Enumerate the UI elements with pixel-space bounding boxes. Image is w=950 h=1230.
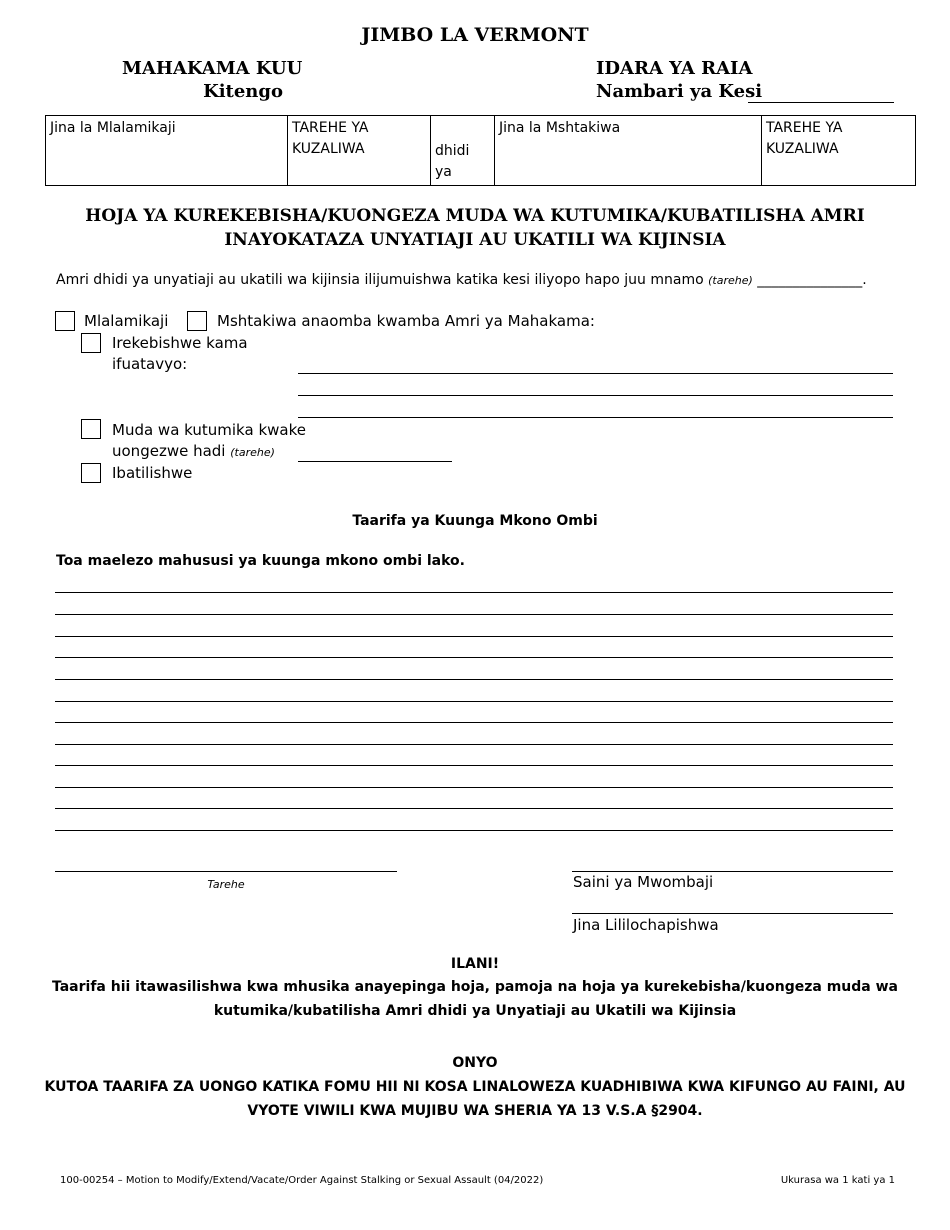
- vacate-checkbox[interactable]: [81, 463, 101, 483]
- affidavit-instruction: Toa maelezo mahususi ya kuunga mkono ombi lako.: [56, 553, 465, 569]
- defendant-request-label: Mshtakiwa anaomba kwamba Amri ya Mahakama:: [217, 312, 595, 330]
- footer-page-number: Ukurasa wa 1 kati ya 1: [780, 1175, 895, 1186]
- state-title: JIMBO LA VERMONT: [361, 24, 589, 46]
- date-signature-label: Tarehe: [207, 878, 245, 891]
- affidavit-heading: Taarifa ya Kuunga Mkono Ombi: [352, 513, 598, 529]
- notice-heading: ILANI!: [450, 956, 500, 972]
- defendant-name-cell[interactable]: [495, 116, 762, 186]
- defendant-dob-label: TAREHE YA KUZALIWA: [766, 120, 843, 157]
- order-date-field[interactable]: _______________: [757, 272, 863, 288]
- order-statement-text: Amri dhidi ya unyatiaji au ukatili wa kijinsia ilijumuishwa katika kesi iliyopo hapo juu mnamo: [56, 272, 704, 288]
- extend-label-text: uongezwe hadi: [112, 442, 226, 460]
- court-name: MAHAKAMA KUU: [122, 58, 303, 79]
- warning-line1: KUTOA TAARIFA ZA UONGO KATIKA FOMU HII NI KOSA LINALOWEZA KUADHIBIWA KWA KIFUNGO AU FAINI, AU: [44, 1079, 906, 1095]
- printed-name-line[interactable]: [572, 913, 893, 914]
- defendant-dob-cell[interactable]: [762, 116, 916, 186]
- affidavit-line[interactable]: [55, 808, 893, 809]
- order-date-hint: (tarehe): [708, 274, 753, 287]
- affidavit-line[interactable]: [55, 614, 893, 615]
- plaintiff-name-cell[interactable]: [46, 116, 288, 186]
- parties-table: [45, 115, 916, 186]
- order-statement-period: .: [862, 272, 867, 288]
- warning-heading: ONYO: [452, 1055, 498, 1071]
- affidavit-line[interactable]: [55, 701, 893, 702]
- extend-label-line2: [112, 442, 275, 460]
- division-name: IDARA YA RAIA: [596, 58, 753, 79]
- date-signature-line[interactable]: [55, 871, 397, 872]
- affidavit-line[interactable]: [55, 744, 893, 745]
- defendant-checkbox[interactable]: [187, 311, 207, 331]
- notice-line1: Taarifa hii itawasilishwa kwa mhusika anayepinga hoja, pamoja na hoja ya kurekebisha/kuongeza muda wa: [51, 979, 898, 995]
- plaintiff-checkbox[interactable]: [55, 311, 75, 331]
- order-statement: [56, 272, 867, 288]
- plaintiff-dob-label: TAREHE YA KUZALIWA: [292, 120, 369, 157]
- modify-label-line2: ifuatavyo:: [112, 355, 188, 373]
- printed-name-label: Jina Lililochapishwa: [573, 916, 719, 934]
- affidavit-line[interactable]: [55, 765, 893, 766]
- case-number-field[interactable]: [748, 102, 894, 103]
- extend-checkbox[interactable]: [81, 419, 101, 439]
- modify-details-line-1[interactable]: [298, 373, 893, 374]
- modify-checkbox[interactable]: [81, 333, 101, 353]
- affidavit-line[interactable]: [55, 679, 893, 680]
- applicant-signature-line[interactable]: [572, 871, 893, 872]
- plaintiff-name-label: Jina la Mlalamikaji: [50, 120, 176, 136]
- modify-details-line-2[interactable]: [298, 395, 893, 396]
- footer-form-id: 100-00254 – Motion to Modify/Extend/Vacate/Order Against Stalking or Sexual Assault (04/2022): [60, 1175, 544, 1186]
- case-number-label: Nambari ya Kesi: [596, 81, 763, 102]
- defendant-name-label: Jina la Mshtakiwa: [499, 120, 621, 136]
- plaintiff-checkbox-label: Mlalamikaji: [84, 312, 169, 330]
- vacate-label: Ibatilishwe: [112, 464, 193, 482]
- versus-cell: [431, 116, 495, 186]
- modify-label-line1: Irekebishwe kama: [112, 334, 248, 352]
- affidavit-line[interactable]: [55, 787, 893, 788]
- extend-date-hint: (tarehe): [230, 446, 275, 459]
- plaintiff-dob-cell[interactable]: [288, 116, 431, 186]
- extend-date-field[interactable]: [298, 461, 452, 462]
- notice-line2: kutumika/kubatilisha Amri dhidi ya Unyatiaji au Ukatili wa Kijinsia: [213, 1003, 737, 1019]
- form-title-line2: INAYOKATAZA UNYATIAJI AU UKATILI WA KIJINSIA: [224, 230, 726, 250]
- extend-label-line1: Muda wa kutumika kwake: [112, 421, 306, 439]
- affidavit-line[interactable]: [55, 636, 893, 637]
- affidavit-line[interactable]: [55, 722, 893, 723]
- applicant-signature-label: Saini ya Mwombaji: [573, 873, 714, 891]
- warning-line2: VYOTE VIWILI KWA MUJIBU WA SHERIA YA 13 V.S.A §2904.: [247, 1103, 703, 1119]
- affidavit-line[interactable]: [55, 657, 893, 658]
- versus-label: dhidi ya: [435, 143, 470, 180]
- affidavit-line[interactable]: [55, 592, 893, 593]
- modify-details-line-3[interactable]: [298, 417, 893, 418]
- affidavit-line[interactable]: [55, 830, 893, 831]
- form-title-line1: HOJA YA KUREKEBISHA/KUONGEZA MUDA WA KUTUMIKA/KUBATILISHA AMRI: [85, 206, 865, 226]
- unit-label: Kitengo: [203, 81, 283, 102]
